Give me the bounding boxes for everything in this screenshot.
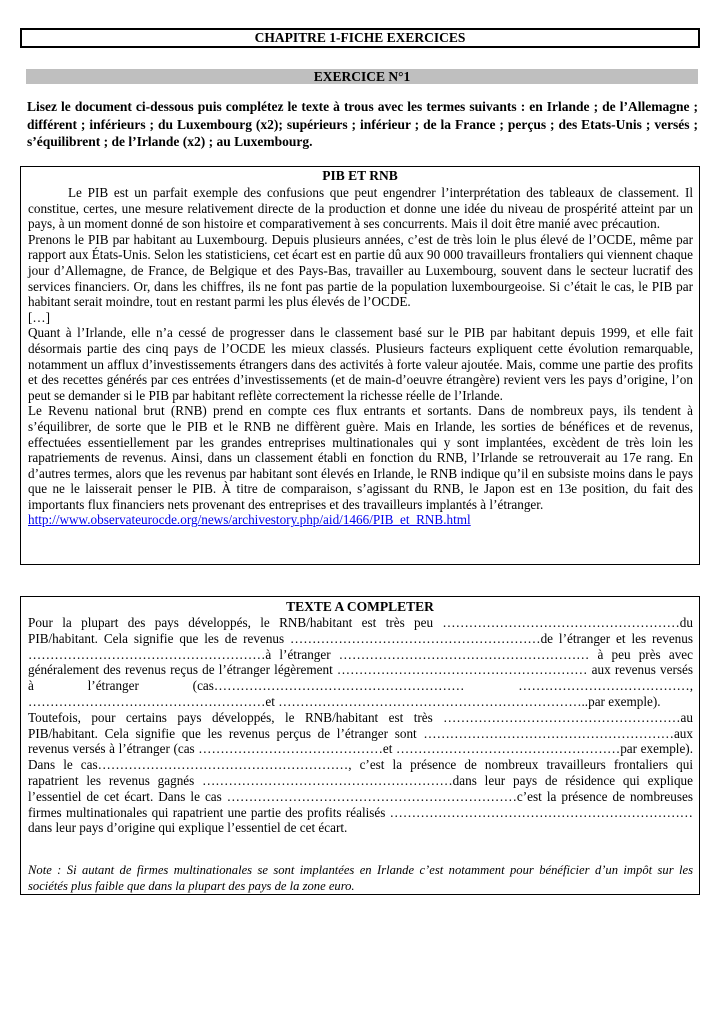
document-body — [28, 185, 693, 528]
exercise-title: EXERCICE N°1 — [26, 69, 698, 84]
note: Note : Si autant de firmes multinationales se sont implantées en Irlande c’est notamment pour bénéficier d’un impôt sur les sociétés plus faible que dans la plupart des pays de la zone euro. — [28, 863, 693, 893]
fill-text-paragraph: Pour la plupart des pays développés, le RNB/habitant est très peu ………………………………………………du PIB/habitant. Cela signifie que les de revenus …………………………………………………de l’étranger et les revenus ………………………………………………à l’étranger ………………………………………………… à peu près avec généralement des revenus reçus de l’étranger légèrement ………………………………………………… aux revenus versés à l’étranger (cas………………………………………………… …………………………………, ………………………………………………et ……………………………………………………………..par exemple). — [28, 615, 693, 709]
fill-text-box — [20, 596, 700, 895]
document-title: PIB ET RNB — [322, 168, 398, 183]
instructions: Lisez le document ci-dessous puis complétez le texte à trous avec les termes suivants : en Irlande ; de l’Allemagne ; différent ; inférieurs ; du Luxembourg (x2); supérieurs ; inférieur ; de la France ; perçus ; des Etats-Unis ; versés ; s’équilibrent ; de l’Irlande (x2) ; au Luxembourg. — [27, 99, 698, 149]
source-link[interactable]: http://www.observateurocde.org/news/archivestory.php/aid/1466/PIB_et_RNB.html — [28, 512, 471, 528]
document-paragraph: Quant à l’Irlande, elle n’a cessé de progresser dans le classement basé sur le PIB par habitant depuis 1999, et elle fait désormais partie des cinq pays de l’OCDE les mieux classés. Plusieurs facteurs expliquent cette évolution remarquable, notamment un afflux d’investissements étrangers dans des activités à forte valeur ajoutée. Mais, comme une partie des profits et des recettes générés par ces entrées d’investissements (et de main-d’oeuvre étrangère) revient vers les pays d’origine, l’on peut se demander si le PIB par habitant reflète correctement la richesse réelle de l’Irlande. — [28, 325, 693, 403]
fill-text-body — [28, 615, 693, 836]
document-box — [20, 166, 700, 565]
chapter-title: CHAPITRE 1-FICHE EXERCICES — [20, 28, 700, 48]
document-paragraph: Prenons le PIB par habitant au Luxembourg. Depuis plusieurs années, c’est de très loin le plus élevé de l’OCDE, même par rapport aux États-Unis. Selon les statisticiens, cet écart est en partie dû aux 90 000 travailleurs frontaliers qui viennent chaque jour d’Allemagne, de France, de Belgique et des Pays-Bas, travailler au Luxembourg, souvent dans le secteur lucratif des services financiers. Or, dans les chiffres, ils ne font pas partie de la population luxembourgeoise. Si c’était le cas, le PIB par habitant serait moindre, tout en restant parmi les plus élevés de l’OCDE. — [28, 231, 693, 310]
fill-text-paragraph: Toutefois, pour certains pays développés, le RNB/habitant est très ………………………………………………au PIB/habitant. Cela signifie que les revenus perçus de l’étranger sont …………………………………………………aux revenus versés à l’étranger (cas ……………………………………et ……………………………………………par exemple). Dans le cas…………………………………………………, c’est la présence de nombreux travailleurs frontaliers qui rapatrient les revenus gagnés …………………………………………………dans leur pays de résidence qui explique l’essentiel de cet écart. Dans le cas …………………………………………………………c’est la présence de nombreuses firmes multinationales qui rapatrient une partie des profits réalisés ……………………………………………………………dans leur pays d’origine qui explique l’essentiel de cet écart. — [28, 709, 693, 836]
document-paragraph: Le Revenu national brut (RNB) prend en compte ces flux entrants et sortants. Dans de nombreux pays, ils tendent à s’équilibrer, de sorte que le PIB et le RNB ne diffèrent guère. Mais en Irlande, les sorties de bénéfices et de revenus, effectuées essentiellement par les grandes entreprises multinationales qui y sont implantées, excèdent de très loin les rapatriements de revenus. Ainsi, dans un classement établi en fonction du RNB, l’Irlande se retrouverait au 17e rang. En d’autres termes, alors que les revenus par habitant sont élevés en Irlande, le RNB indique qu’il en subsiste moins dans le pays que ne le laisserait penser le PIB. À titre de comparaison, s’agissant du RNB, le Japon est en 13e position, du fait des importants flux financiers nets provenant des entreprises et des travailleurs implantés à l’étranger. — [28, 403, 693, 512]
document-paragraph: Le PIB est un parfait exemple des confusions que peut engendrer l’interprétation des tableaux de classement. Il constitue, certes, une mesure relativement directe de la production et donne une idée du niveau de prospérité atteint par un pays, à un moment donné de son histoire et comparativement à ses concurrents. Mais il doit être manié avec précaution. — [28, 185, 693, 232]
document-paragraph: […] — [28, 309, 50, 325]
fill-text-title: TEXTE A COMPLETER — [286, 599, 434, 614]
